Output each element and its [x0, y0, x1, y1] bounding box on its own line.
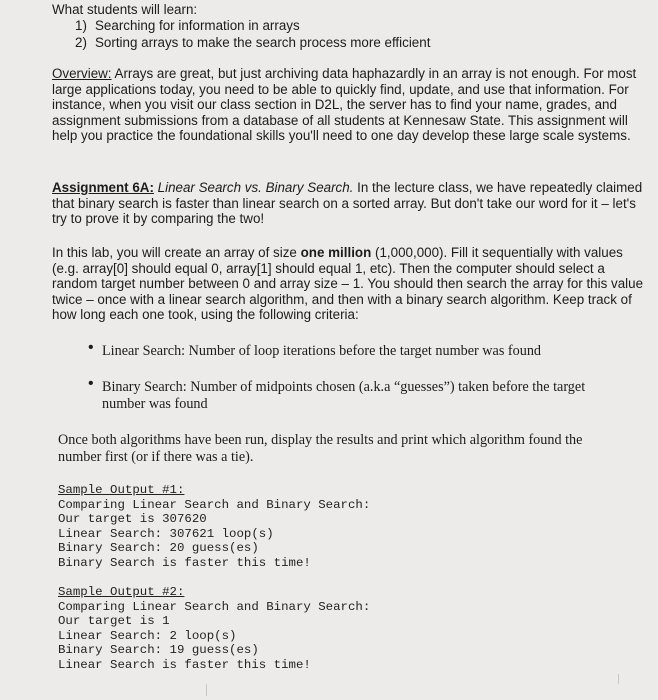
- sample-line: Our target is 307620: [58, 512, 207, 527]
- sample-output-2: [58, 585, 618, 673]
- sample-line: Our target is 1: [58, 614, 170, 629]
- objective-number: 1): [75, 17, 87, 33]
- learning-objectives: [52, 2, 642, 51]
- objective-text: Sorting arrays to make the search process more efficient: [95, 35, 431, 51]
- scan-mark: [206, 684, 207, 696]
- sample-heading: Sample Output #1:: [58, 483, 185, 497]
- lab-text-post: (1,000,000). Fill it sequentially with values (e.g. array[0] should equal 0, array[1] should equal 1, etc). Then the computer should select a random target number between 0 and array size – 1. You should then search the array for this value twice – once with a linear search algorithm, and then with a binary search algorithm. Keep track of how long each one took, using the following criteria:: [52, 245, 644, 323]
- overview-paragraph: [52, 66, 642, 144]
- sample-line: Comparing Linear Search and Binary Search:: [58, 599, 371, 614]
- objective-number: 2): [75, 35, 87, 51]
- objective-text: Searching for information in arrays: [95, 17, 300, 33]
- bullet-icon: •: [88, 375, 94, 392]
- assignment-text: In the lecture class, we have repeatedly claimed that binary search is faster than linear search on a sorted array. But don't take our word for it – let's try to prove it by comparing the two!: [52, 180, 643, 227]
- sample-line: Linear Search is faster this time!: [58, 657, 311, 672]
- assignment-paragraph: [52, 180, 644, 227]
- assignment-label: Assignment 6A:: [52, 180, 154, 195]
- sample-line: Linear Search: 307621 loop(s): [58, 526, 274, 541]
- objective-item: [75, 18, 642, 34]
- assignment-title: Linear Search vs. Binary Search.: [153, 180, 354, 195]
- sample-output-1: [58, 483, 618, 571]
- sample-line: Binary Search: 19 guess(es): [58, 643, 259, 658]
- scan-mark: [618, 674, 619, 684]
- lab-text-pre: In this lab, you will create an array of size: [52, 245, 301, 260]
- lab-paragraph: [52, 245, 644, 323]
- overview-label: Overview:: [52, 66, 112, 81]
- sample-line: Binary Search is faster this time!: [58, 555, 311, 570]
- closing-paragraph: Once both algorithms have been run, display the results and print which algorithm found the number first (or if there was a tie).: [58, 432, 583, 465]
- sample-line: Linear Search: 2 loop(s): [58, 628, 237, 643]
- sample-heading: Sample Output #2:: [58, 585, 185, 599]
- overview-text: Arrays are great, but just archiving data haphazardly in an array is not enough. For most large applications today, you need to be able to quickly find, update, and use that information. For instance, when you visit our class section in D2L, the server has to find your name, grades, and assignment submissions from a database of all students at Kennesaw State. This assignment will help you practice the foundational skills you'll need to one day develop these large scale systems.: [52, 66, 637, 144]
- sample-line: Comparing Linear Search and Binary Search:: [58, 497, 371, 512]
- bullet-icon: •: [88, 339, 94, 356]
- sample-line: Binary Search: 20 guess(es): [58, 541, 259, 556]
- objective-item: [75, 35, 642, 51]
- criteria-item-binary: Binary Search: Number of midpoints chosen (a.k.a “guesses”) taken before the target number was found: [102, 379, 586, 412]
- criteria-item-linear: Linear Search: Number of loop iterations before the target number was found: [102, 343, 542, 359]
- objectives-heading: What students will learn:: [52, 2, 198, 17]
- lab-text-bold: one million: [300, 245, 372, 260]
